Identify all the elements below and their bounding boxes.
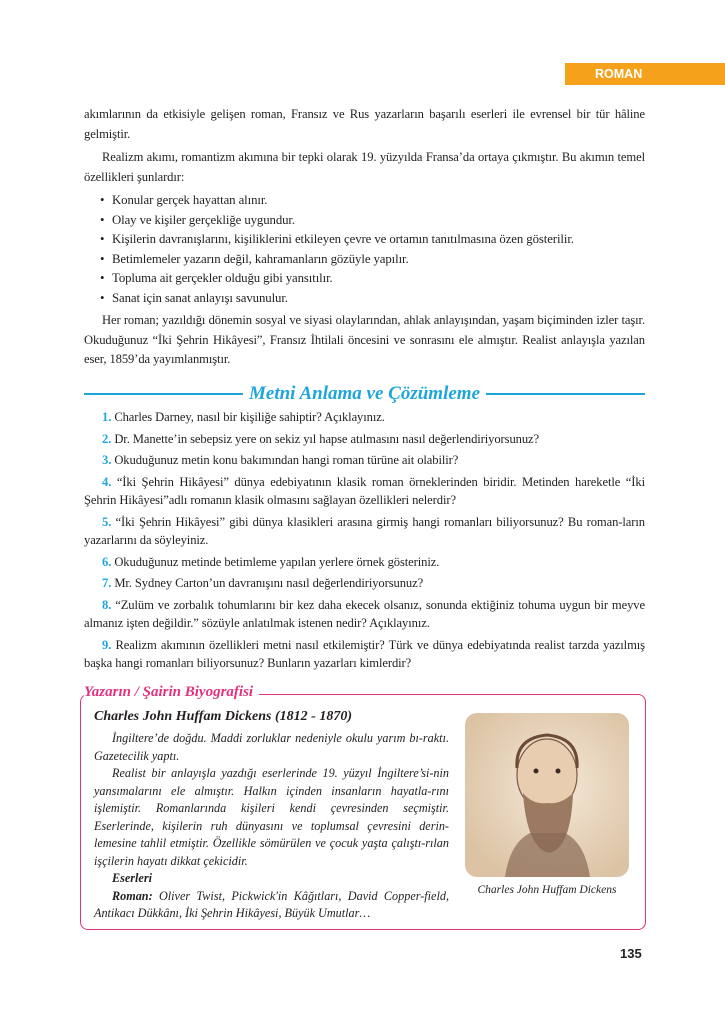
question-item xyxy=(84,451,645,470)
paragraph: Realist bir anlayışla yazdığı eserlerinde 19. yüzyıl İngiltere’si-nin yansımalarını ele almıştır. Halkın içinden insanların hayatla-rını işlemiştir. Romanlarında kişileri kendi çevresinden seçmiştir. Eserlerinde, kişilerin ruh dünyasını ve toplumsal çevresini derin-lemesine tahlil etmiştir. Özellikle sömürülen ve çocuk yaşta çalıştı-rılan işçilerin hayatı dikkat çekicidir. xyxy=(94,766,449,868)
question-item xyxy=(84,574,645,593)
question-number: 1. xyxy=(102,410,112,424)
question-number: 7. xyxy=(102,576,112,590)
paragraph: Her roman; yazıldığı dönemin sosyal ve siyasi olaylarından, ahlak anlayışından, yaşam biçiminden izler taşır. Okuduğunuz “İki Şehrin Hikâyesi”, Fransız İhtilali öncesini ve sonrasını ele almıştır. Realist anlayışla yazılan eser, 1859’da yayımlanmıştır. xyxy=(84,313,645,366)
question-text: Okuduğunuz metinde betimleme yapılan yerlere örnek gösteriniz. xyxy=(114,554,440,569)
section-badge: ROMAN xyxy=(565,63,725,85)
portrait-sketch-icon xyxy=(465,713,629,877)
question-number: 8. xyxy=(102,597,112,612)
works-heading: Eserleri xyxy=(112,871,152,885)
question-number: 3. xyxy=(102,453,112,467)
question-item xyxy=(84,553,645,572)
question-text: Realizm akımının özellikleri metni nasıl etkilemiştir? Türk ve dünya edebiyatında realist tarzda yazılmış başka hangi romanları biliyorsunuz? Bunların yazarları kimlerdir? xyxy=(84,637,645,670)
question-item xyxy=(84,513,645,550)
page-number: 135 xyxy=(620,946,642,961)
question-item xyxy=(84,596,645,633)
author-portrait xyxy=(465,713,629,877)
biography-heading: Yazarın / Şairin Biyografisi xyxy=(84,683,259,701)
biography-text xyxy=(94,708,449,923)
question-item xyxy=(84,430,645,449)
question-item xyxy=(84,636,645,673)
question-text: Dr. Manette’in sebepsiz yere on sekiz yıl hapse atılmasını nasıl değerlendiriyorsunuz? xyxy=(114,431,540,446)
list-item: • Kişilerin davranışlarını, kişiliklerini etkileyen çevre ve ortamın tanıtılmasına özen gösterilir. xyxy=(100,230,645,250)
question-number: 2. xyxy=(102,431,112,446)
section-title: Metni Anlama ve Çözümleme xyxy=(249,383,480,404)
divider xyxy=(84,393,243,395)
question-text: Okuduğunuz metin konu bakımından hangi roman türüne ait olabilir? xyxy=(114,453,459,467)
list-item: • Konular gerçek hayattan alınır. xyxy=(100,191,645,211)
intro-text xyxy=(84,105,645,374)
question-number: 4. xyxy=(102,474,112,489)
works-line xyxy=(94,888,449,923)
divider xyxy=(486,393,645,395)
section-heading xyxy=(84,382,645,406)
list-item: • Topluma ait gerçekler olduğu gibi yansıtılır. xyxy=(100,269,645,289)
question-number: 5. xyxy=(102,514,112,529)
list-item: • Sanat için sanat anlayışı savunulur. xyxy=(100,289,645,309)
list-item: • Olay ve kişiler gerçekliğe uygundur. xyxy=(100,211,645,231)
question-text: Mr. Sydney Carton’un davranışını nasıl değerlendiriyorsunuz? xyxy=(114,576,424,590)
list-item: • Betimlemeler yazarın değil, kahramanların gözüyle yapılır. xyxy=(100,250,645,270)
works-label: Roman: xyxy=(112,888,153,903)
question-item xyxy=(84,473,645,510)
question-text: Charles Darney, nasıl bir kişiliğe sahiptir? Açıklayınız. xyxy=(114,410,385,424)
question-list xyxy=(84,408,645,676)
portrait-caption: Charles John Huffam Dickens xyxy=(477,884,617,896)
question-item xyxy=(84,408,645,427)
question-text: “Zulüm ve zorbalık tohumlarını bir kez daha ekecek olsanız, sonunda ektiğiniz tohuma uygun bir meyve almanız işten değildir.” sözüyle anlatılmak istenen nedir? Açıklayınız. xyxy=(84,597,645,630)
question-number: 6. xyxy=(102,554,112,569)
works-list: Oliver Twist, Pickwick'in Kâğıtları, David Copper-field, Antikacı Dükkânı, İki Şehrin Hikâyesi, Büyük Umutlar… xyxy=(94,888,449,920)
question-text: “İki Şehrin Hikâyesi” gibi dünya klasikleri arasına girmiş hangi romanları biliyorsunuz? Bu roman-ların yazarlarını da söyleyiniz. xyxy=(84,514,645,547)
question-text: “İki Şehrin Hikâyesi” dünya edebiyatının klasik roman örneklerinden biridir. Metinden hareketle “İki Şehrin Hikâyesi”adlı romanın klasik olmasını sağlayan özellikleri nelerdir? xyxy=(84,474,645,507)
question-number: 9. xyxy=(102,637,112,652)
paragraph: akımlarının da etkisiyle gelişen roman, Fransız ve Rus yazarların başarılı eserleri ile evrensel bir tür hâline gelmiştir. xyxy=(84,107,645,141)
author-name: Charles John Huffam Dickens (1812 - 1870) xyxy=(94,709,352,724)
realism-features-list xyxy=(100,191,645,308)
paragraph: Realizm akımı, romantizm akımına bir tepki olarak 19. yüzyılda Fransa’da ortaya çıkmıştır. Bu akımın temel özellikleri şunlardır: xyxy=(84,150,645,184)
paragraph: İngiltere’de doğdu. Maddi zorluklar nedeniyle okulu yarım bı-raktı. Gazetecilik yaptı. xyxy=(94,731,449,763)
